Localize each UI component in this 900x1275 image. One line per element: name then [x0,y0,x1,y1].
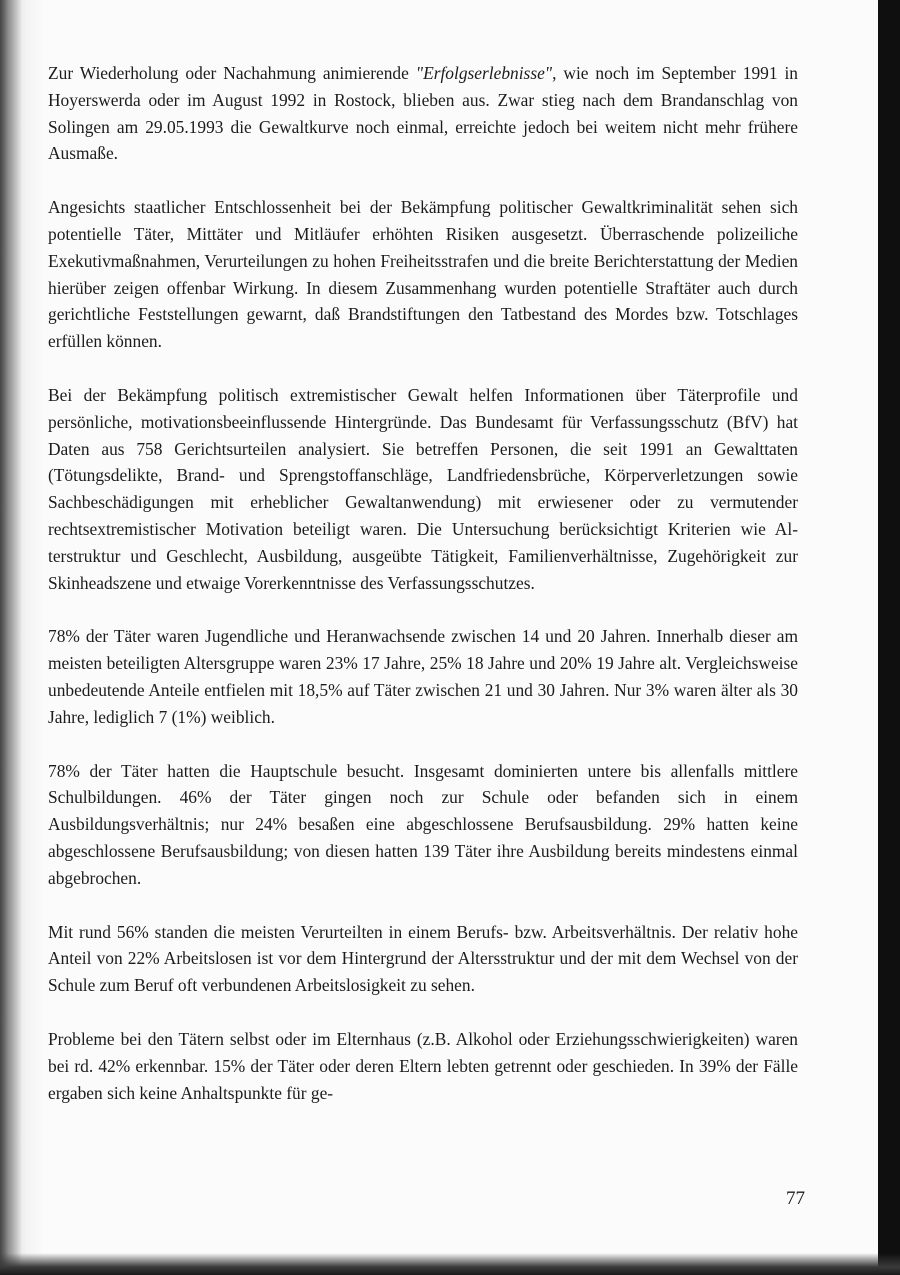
paragraph-1 [48,60,798,167]
paragraph-1-start: Zur Wiederholung oder Nachahmung animierende [48,63,416,83]
paragraph-3: Bei der Bekämpfung politisch extremistischer Gewalt helfen Informationen über Täterprofile und persönliche, motivationsbeeinflussende Hintergründe. Das Bundesamt für Verfassungsschutz (BfV) hat Daten aus 758 Gerichtsurteilen analysiert. Sie betreffen Personen, die seit 1991 an Gewalttaten (Tötungsdelikte, Brand- und Sprengstoffanschläge, Landfriedensbrüche, Körperverletzungen sowie Sachbeschädigungen mit erheblicher Gewaltanwendung) mit erwiesener oder zu vermutender rechtsextremistischer Motivation beteiligt waren. Die Untersuchung berücksichtigt Kriterien wie Alterstruktur und Geschlecht, Ausbildung, ausgeübte Tätigkeit, Familienverhältnisse, Zugehörigkeit zur Skinheadszene und etwaige Vorerkenntnisse des Verfassungsschutzes. [48,384,798,593]
paragraph-1-end: , wie noch im September 1991 in Hoyerswerda oder im August 1992 in Rostock, blieben aus. Zwar stieg nach dem Brandanschlag von Solingen am 29.05.1993 die Gewaltkurve noch einmal, erreichte jedoch bei weitem nicht mehr frühere Ausmaße. [48,63,798,164]
paragraph-5: 78% der Täter hatten die Hauptschule besucht. Insgesamt dominierten untere bis allenfalls mittlere Schulbildungen. 46% der Täter gingen noch zur Schule oder befanden sich in einem Ausbildungsverhältnis; nur 24% besaßen eine abgeschlossene Berufsausbildung. 29% hatten keine abgeschlossene Berufsausbildung; von diesen hatten 139 Täter ihre Ausbildung bereits mindestens einmal abgebrochen. [48,760,798,888]
paragraph-7: Probleme bei den Tätern selbst oder im Elternhaus (z.B. Alkohol oder Erziehungsschwierigkeiten) waren bei rd. 42% erkennbar. 15% der Täter oder deren Eltern lebten getrennt oder geschieden. In 39% der Fälle ergaben sich keine Anhaltspunkte für ge- [48,1028,798,1103]
page-number: 77 [786,1188,805,1209]
scan-edge-bottom [0,1253,900,1275]
binding-shadow [0,0,22,1275]
scan-edge-right [878,0,900,1275]
paragraph-2: Angesichts staatlicher Entschlossenheit bei der Bekämpfung politischer Gewaltkriminalität sehen sich potentielle Täter, Mittäter und Mitläufer erhöhten Risiken ausgesetzt. Überraschende polizeiliche Exekutivmaßnahmen, Verurteilungen zu hohen Freiheitsstrafen und die breite Berichterstattung der Medien hierüber zeigen offenbar Wirkung. In diesem Zusammenhang wurden potentielle Straftäter auch durch gerichtliche Feststellungen gewarnt, daß Brandstiftungen den Tatbestand des Mordes bzw. Totschlages erfüllen können. [48,197,798,352]
paragraph-1-emphasis: "Erfolgserlebnisse" [415,63,553,83]
paragraph-4: 78% der Täter waren Jugendliche und Heranwachsende zwischen 14 und 20 Jahren. Innerhalb dieser am meisten beteiligten Altersgruppe waren 23% 17 Jahre, 25% 18 Jahre und 20% 19 Jahre alt. Vergleichsweise unbedeutende Anteile entfielen mit 18,5% auf Täter zwischen 21 und 30 Jahren. Nur 3% waren älter als 30 Jahre, lediglich 7 (1%) weiblich. [48,626,798,727]
paragraph-6: Mit rund 56% standen die meisten Verurteilten in einem Berufs- bzw. Arbeitsverhältnis. Der relativ hohe Anteil von 22% Arbeitslosen ist vor dem Hintergrund der Altersstruktur und der mit dem Wechsel von der Schule zum Beruf oft verbundenen Arbeitslosigkeit zu sehen. [48,921,798,996]
body-text [48,60,798,1133]
